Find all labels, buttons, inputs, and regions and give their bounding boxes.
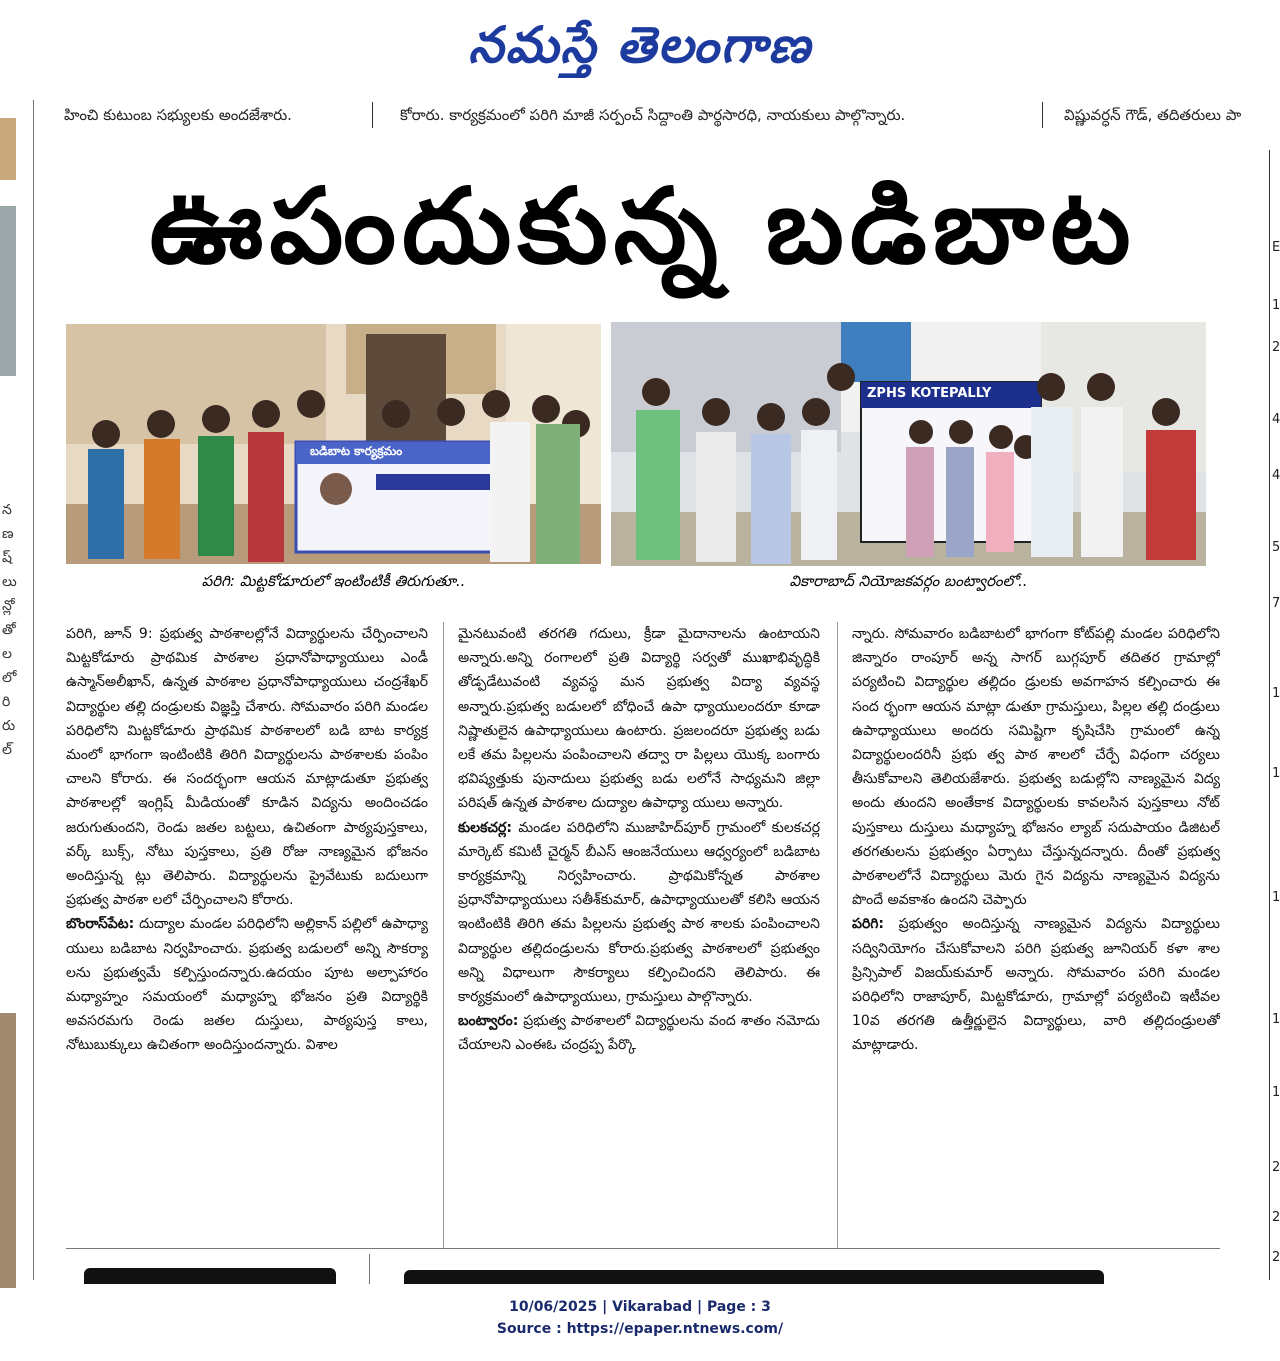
cropped-photo [0,118,16,180]
footer [0,1296,1280,1340]
dateline: బొంరాస్‌పేట: [66,916,135,933]
article-column-1 [66,622,428,1248]
top-strip [34,100,1280,134]
cropped-text: 2 [1272,340,1280,355]
column-rule [33,100,34,1280]
top-strip-text-2: కోరారు. కార్యక్రమంలో పరిగి మాజీ సర్పంచ్ సిద్దాంతి పార్థసారధి, నాయకులు పాల్గొన్నారు. [400,106,906,124]
cropped-text: 4 [1272,412,1280,427]
cropped-headline-shape [84,1268,336,1284]
paragraph: మైనటువంటి తరగతి గదులు, క్రీడా మైదానాలను ఉంటాయని అన్నారు.అన్ని రంగాలలో ప్రతి విద్యార్థి సర్వతో ముఖాభివృద్ధికి తోడ్పడేటువంటి వ్యవస్థ మన ప్రభుత్వ విద్యా వ్యవస్థ అన్నారు.ప్రభుత్వ బడులలో బోధించే ఉపా ధ్యాయులందరూ కూడా నిష్ణాతులైన ఉపాధ్యాయులు ఉంటారు. ప్రజలందరూ ప్రభుత్వ బడు లకే తమ పిల్లలను పంపించాలని తద్వా రా పిల్లలు యొక్క బంగారు భవిష్యత్తుకు పునాదులు ప్రభుత్వ బడు లలోనే సాధ్యమని జిల్లా పరిషత్ ఉన్నత పాఠశాల దుద్యాల ఉపాధ్యా యులు అన్నారు. [458,626,820,812]
cropped-text: 1 [1272,686,1280,701]
column-rule [369,1254,370,1284]
left-page-edge [0,118,20,1288]
dateline: కులకచర్ల: [458,819,512,836]
article-body [66,622,1220,1250]
footer-date-page: 10/06/2025 | Vikarabad | Page : 3 [509,1299,771,1315]
dateline: పరిగి: [852,916,885,933]
cropped-headline-shape [404,1270,1104,1284]
cropped-photo [0,206,16,376]
column-rule [1269,150,1270,1280]
news-photo-1 [66,324,601,564]
cropped-text: 4 [1272,468,1280,483]
cropped-text: 2 [1272,1250,1280,1265]
photo-banner-text: బడిబాట కార్యక్రమం [310,444,403,458]
paragraph: పరిగి, జూన్ 9: ప్రభుత్వ పాఠశాలల్లోనే విద్యార్థులను చేర్పించాలని మిట్టకోడూరు ప్రాథమిక పాఠశాల ప్రధానోపాధ్యాయులు ఎండీ ఉస్మాన్‌అలీఖాన్, ఉన్నత పాఠశాల ప్రధానోపాధ్యాయులు చంద్రశేఖర్ విద్యార్థుల తల్లి దండ్రులకు విజ్ఞప్తి చేశారు. సోమవారం పరిగి మండల పరిధిలోని మిట్టకోడూరు ప్రాథమిక పాఠశాలలో బడి బాట కార్యక్ర మంలో భాగంగా ఇంటింటికి తిరిగి విద్యార్థులను పాఠశాలకు పంపిం చాలని కోరారు. ఈ సందర్భంగా ఆయన మాట్లాడుతూ ప్రభుత్వ పాఠశాలల్లో ఇంగ్లిష్ మీడియంతో కూడిన విద్యను అందించడం జరుగుతుందని, రెండు జతల బట్టలు, ఉచితంగా పాఠ్యపుస్తకాలు, వర్క్ బుక్స్, నోటు పుస్తకాలు, ప్రతి రోజు నాణ్యమైన భోజనం అందిస్తున్న ట్లు తెలిపారు. విద్యార్థులను ప్రైవేటుకు బదులుగా ప్రభుత్వ పాఠశా లలో చేర్పించాలని కోరారు. [66,626,428,909]
column-rule [837,622,838,1248]
photo-banner-text: ZPHS KOTEPALLY [867,386,992,401]
next-headline-cropped [404,1262,1104,1284]
paragraph: కులకచర్ల: మండల పరిధిలోని ముజాహిద్‌పూర్ గ్రామంలో కులకచర్ల మార్కెట్ కమిటీ చైర్మన్ బీఎస్ ఆంజనేయులు ఆధ్వర్యంలో బడిబాట కార్యక్రమాన్ని నిర్వహించారు. ప్రాథమికోన్నత పాఠశాల ప్రధానోపాధ్యాయులు సతీశ్‌కుమార్, ఉపాధ్యాయులతో కలిసి ఆయన ఇంటింటికి తిరిగి తమ పిల్లలను ప్రభుత్వ పాఠ శాలకు పంపించాలని విద్యార్థుల తల్లిదండ్రులను కోరారు.ప్రభుత్వ పాఠశాలలో ప్రభుత్వం అన్ని విధాలుగా సౌకర్యాలు కల్పించిందని తెలిపారు. ఈ కార్యక్రమంలో ఉపాధ్యాయులు, గ్రామస్తులు పాల్గొన్నారు. [458,819,820,1006]
paragraph: బంట్వారం: ప్రభుత్వ పాఠశాలలో విద్యార్థులను వంద శాతం నమోదు చేయాలని ఎంఈఓ చంద్రప్ప పేర్కొ [458,1013,820,1054]
right-page-edge [1266,150,1280,1280]
news-photo-2 [611,322,1206,566]
column-rule [443,622,444,1248]
cropped-text: 1 [1272,890,1280,905]
headline: ఊపందుకున్న బడిబాట [149,165,1137,287]
cropped-text: 2 [1272,1160,1280,1175]
masthead [0,0,1280,96]
top-strip-text-3: విష్ణువర్ధన్ గౌడ్, తదితరులు పా [1064,106,1242,124]
cropped-text: 2 [1272,1210,1280,1225]
cropped-photo [0,1013,16,1288]
cropped-text: 1 [1272,766,1280,781]
newspaper-logo: నమస్తే తెలంగాణ [468,16,812,74]
article-column-3 [852,622,1220,1248]
paragraph: పరిగి: ప్రభుత్వం అందిస్తున్న నాణ్యమైన విద్యను విద్యార్థులు సద్వినియోగం చేసుకోవాలని పరిగి ప్రభుత్వ జూనియర్ కళా శాల ప్రిన్సిపాల్ విజయ్‌కుమార్ అన్నారు. సోమవారం పరిగి మండల పరిధిలోని రాజాపూర్, మిట్టకోడూరు, గ్రామాల్లో పర్యటించి ఇటీవల 10వ తరగతి ఉత్తీర్ణులైన విద్యార్థులు, వారి తల్లిదండ్రులతో మాట్లాడారు. [852,916,1220,1054]
footer-source-link[interactable]: Source : https://epaper.ntnews.com/ [496,1321,784,1337]
photo-illustration [611,322,1206,566]
cropped-text: E [1272,240,1280,255]
next-headline-cropped [84,1262,336,1284]
top-strip-divider [1042,102,1043,128]
cropped-text: 1 [1272,1012,1280,1027]
photo-caption-2: వికారాబాద్ నియోజకవర్గం బంట్వారంలో.. [789,572,1028,590]
cropped-text: 1 [1272,1085,1280,1100]
section-rule [66,1248,1220,1249]
cropped-text: 7 [1272,596,1280,611]
article-column-2 [458,622,820,1248]
paragraph: న్నారు. సోమవారం బడిబాటలో భాగంగా కోట్‌పల్లి మండల పరిధిలోని జిన్నారం రాంపూర్ అన్న సాగర్ బుగ్గపూర్ తదితర గ్రామాల్లో పర్యటించి విద్యార్థుల తల్లిదం డ్రులకు అవగాహన కల్పించారు ఈ సంద ర్భంగా ఆయన మాట్లా డుతూ గ్రామస్తులు, పిల్లల తల్లి దండ్రులు ఉపాధ్యాయులు అందరు సమిష్టిగా కృషిచేసి గ్రామంలో ఉన్న విద్యార్థులందరినీ ప్రభు త్వ పాఠ శాలలో చేర్పే విధంగా చర్యలు తీసుకోవాలని తెలియజేశారు. ప్రభుత్వ బడుల్లోని నాణ్యమైన విద్య అందు తుందని అంతేకాక విద్యార్థులకు కావలసిన పుస్తకాలు నోట్ పుస్తకాలు దుస్తులు మధ్యాహ్న భోజనం ల్యాబ్ సదుపాయం డిజిటల్ తరగతులను ప్రభుత్వం ఏర్పాటు చేస్తున్నదన్నారు. దీంతో ప్రభుత్వ పాఠశాలలోనే విద్యార్థులు మెరు గైన విద్యను నాణ్యమైన విద్యను పొందే అవకాశం ఉందని చెప్పారు [852,626,1220,909]
dateline: బంట్వారం: [458,1013,519,1030]
paragraph: బొంరాస్‌పేట: దుద్యాల మండల పరిధిలోని అల్లికాన్ పల్లిలో ఉపాధ్యా యులు బడిబాట నిర్వహించారు. ప్రభుత్వ బడులలో అన్ని సౌకర్యా లను ప్రభుత్వమే కల్పిస్తుందన్నారు.ఉదయం పూట అల్పాహారం మధ్యాహ్నం సమయంలో మధ్యాహ్న భోజనం ప్రతి విద్యార్థికి అవసరమగు రెండు జతల దుస్తులు, పాఠ్యపుస్త కాలు, నోటుబుక్కులు ఉచితంగా అందిస్తుందన్నారు. విశాల [66,916,428,1054]
cropped-text: 1 [1272,298,1280,313]
cropped-text: 5 [1272,540,1280,555]
top-strip-divider [372,102,373,128]
cropped-text: న ణ ష్ లు న్లో తో ల లో రి రు ల్ [2,502,17,758]
photo-caption-1: పరిగి: మిట్టకోడూరులో ఇంటింటికీ తిరుగుతూ.. [201,572,466,590]
top-strip-text-1: హించి కుటుంబ సభ్యులకు అందజేశారు. [64,106,292,124]
